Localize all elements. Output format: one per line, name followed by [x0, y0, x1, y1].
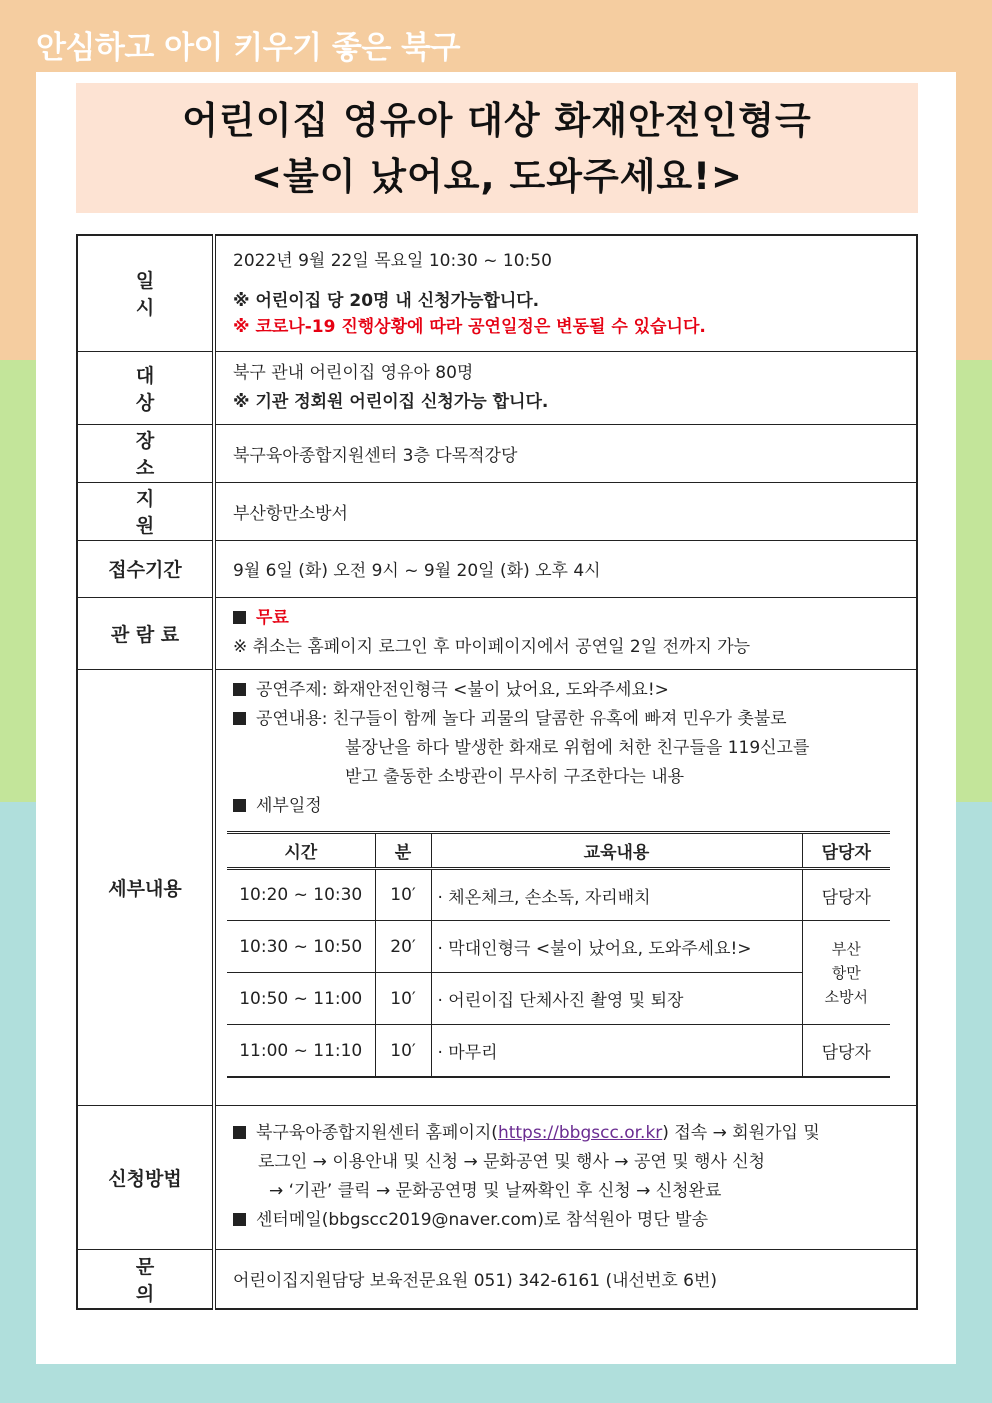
label-detail: 세부내용 [77, 669, 214, 1105]
schedule-minutes: 20′ [375, 921, 431, 973]
apply-line-1-post: ) 접속 → 회원가입 및 [662, 1123, 820, 1143]
schedule-header-time: 시간 [227, 833, 375, 869]
schedule-time: 10:50 ~ 11:00 [227, 973, 375, 1025]
schedule-person-line: 부산 [831, 939, 861, 958]
apply-line-1-pre: 북구육아종합지원센터 홈페이지( [256, 1123, 498, 1143]
square-bullet-icon [233, 611, 246, 624]
apply-line-3: → ‘기관’ 클릭 → 문화공연명 및 날짜확인 후 신청 → 신청완료 [269, 1181, 722, 1201]
schedule-header-person: 담당자 [802, 833, 890, 869]
schedule-row [227, 921, 890, 973]
square-bullet-icon [233, 712, 246, 725]
label-fee: 관 람 료 [77, 597, 214, 669]
label-date: 일 시 [77, 235, 214, 351]
schedule-minutes: 10′ [375, 973, 431, 1025]
label-target: 대 상 [77, 351, 214, 424]
fee-free: 무료 [256, 608, 289, 628]
schedule-content: · 체온체크, 손소독, 자리배치 [431, 869, 802, 921]
schedule-person-merged [802, 921, 890, 1025]
label-support: 지 원 [77, 482, 214, 540]
date-note-covid: ※ 코로나-19 진행상황에 따라 공연일정은 변동될 수 있습니다. [233, 316, 706, 337]
schedule-title: 세부일정 [256, 796, 322, 817]
row-period [77, 540, 917, 597]
label-period: 접수기간 [77, 540, 214, 597]
schedule-person: 담당자 [802, 869, 890, 921]
row-fee [77, 597, 917, 669]
detail-theme: 공연주제: 화재안전인형극 <불이 났어요, 도와주세요!> [256, 680, 669, 701]
schedule-header-row [227, 833, 890, 869]
slogan: 안심하고 아이 키우기 좋은 북구 [36, 30, 460, 66]
row-apply [77, 1105, 917, 1249]
schedule-row [227, 869, 890, 921]
schedule-header-content: 교육내용 [431, 833, 802, 869]
schedule-content: · 마무리 [431, 1025, 802, 1077]
date-note-capacity: ※ 어린이집 당 20명 내 신청가능합니다. [233, 290, 540, 311]
content-detail [214, 669, 917, 1105]
label-place: 장 소 [77, 424, 214, 482]
content-contact: 어린이집지원담당 보육전문요원 051) 342-6161 (내선번호 6번) [233, 1271, 718, 1292]
square-bullet-icon [233, 799, 246, 812]
date-text: 2022년 9월 22일 목요일 10:30 ~ 10:50 [233, 250, 552, 271]
schedule-table [227, 831, 890, 1078]
apply-line-4: 센터메일(bbgscc2019@naver.com)로 참석원아 명단 발송 [256, 1210, 709, 1230]
row-detail [77, 669, 917, 1105]
content-date [214, 235, 917, 351]
schedule-time: 11:00 ~ 11:10 [227, 1025, 375, 1077]
detail-content-line-2: 불장난을 하다 발생한 화재로 위험에 처한 친구들을 119신고를 [345, 738, 810, 759]
detail-content-line-3: 받고 출동한 소방관이 무사히 구조한다는 내용 [345, 767, 685, 788]
schedule-time: 10:20 ~ 10:30 [227, 869, 375, 921]
target-note: ※ 기관 정회원 어린이집 신청가능 합니다. [233, 391, 549, 412]
schedule-row [227, 1025, 890, 1077]
schedule-minutes: 10′ [375, 1025, 431, 1077]
content-period: 9월 6일 (화) 오전 9시 ~ 9월 20일 (화) 오후 4시 [214, 540, 917, 597]
apply-line-2: 로그인 → 이용안내 및 신청 → 문화공연 및 행사 → 공연 및 행사 신청 [258, 1152, 766, 1172]
target-text: 북구 관내 어린이집 영유아 80명 [233, 362, 474, 383]
square-bullet-icon [233, 1213, 246, 1226]
schedule-minutes: 10′ [375, 869, 431, 921]
content-apply [214, 1105, 917, 1249]
schedule-person-line: 소방서 [824, 987, 868, 1006]
info-table [76, 234, 918, 1310]
row-place [77, 424, 917, 482]
content-support: 부산항만소방서 [214, 482, 917, 540]
row-contact [77, 1249, 917, 1309]
schedule-time: 10:30 ~ 10:50 [227, 921, 375, 973]
title-line-2: <불이 났어요, 도와주세요!> [250, 155, 744, 198]
schedule-content: · 막대인형극 <불이 났어요, 도와주세요!> [431, 921, 802, 973]
square-bullet-icon [233, 1126, 246, 1139]
homepage-link[interactable]: https://bbgscc.or.kr [497, 1123, 663, 1143]
title-box [76, 83, 918, 213]
schedule-person-line: 항만 [831, 963, 861, 982]
content-target [214, 351, 917, 424]
fee-note: ※ 취소는 홈페이지 로그인 후 마이페이지에서 공연일 2일 전까지 가능 [233, 637, 751, 657]
row-target [77, 351, 917, 424]
label-contact: 문 의 [77, 1249, 214, 1309]
schedule-row [227, 973, 890, 1025]
detail-content-line-1: 공연내용: 친구들이 함께 놀다 괴물의 달콤한 유혹에 빠져 민우가 촛불로 [256, 709, 787, 730]
square-bullet-icon [233, 683, 246, 696]
label-apply: 신청방법 [77, 1105, 214, 1249]
row-date [77, 235, 917, 351]
schedule-header-minutes: 분 [375, 833, 431, 869]
schedule-content: · 어린이집 단체사진 촬영 및 퇴장 [431, 973, 802, 1025]
row-support [77, 482, 917, 540]
content-fee [214, 597, 917, 669]
content-place: 북구육아종합지원센터 3층 다목적강당 [214, 424, 917, 482]
title-line-1: 어린이집 영유아 대상 화재안전인형극 [182, 99, 812, 142]
schedule-person: 담당자 [802, 1025, 890, 1077]
